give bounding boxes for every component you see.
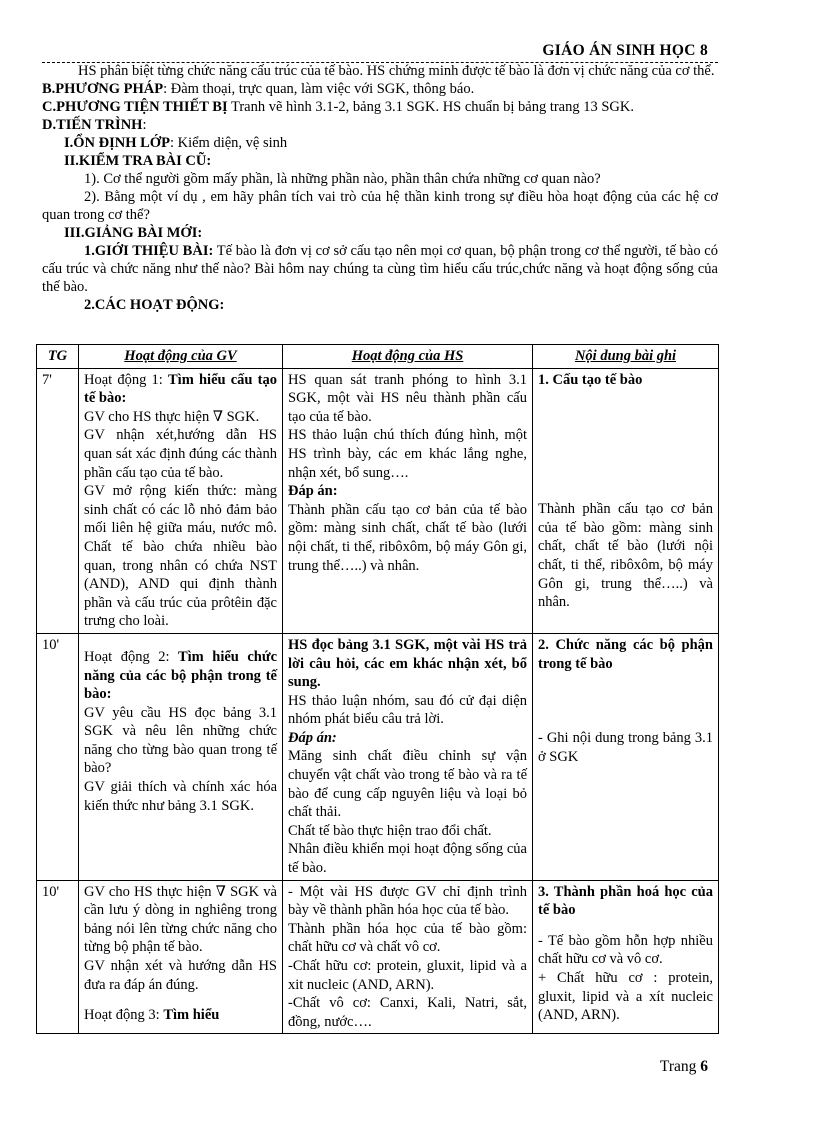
process-text: :	[142, 117, 147, 133]
row1-hs-b: HS thảo luận chú thích đúng hình, một HS trình bày, các em khác lắng nghe, nhận xét, bổ sung….	[288, 427, 527, 481]
process-label: D.TIẾN TRÌNH	[42, 117, 143, 133]
row1-nd-title: 1. Cấu tạo tế bào	[538, 371, 643, 388]
row2-hs-b: HS thảo luận nhóm, sau đó cử đại diện nhóm phát biểu câu trả lời.	[288, 692, 527, 728]
spacer	[538, 673, 713, 729]
table-row	[37, 368, 719, 633]
activity-label: Hoạt động 1:	[84, 371, 169, 388]
row3-nd-b: - Tế bào gồm hỗn hợp nhiều chất hữu cơ và vô cơ.	[538, 932, 713, 968]
row1-gv-b: GV cho HS thực hiện ∇ SGK.	[84, 408, 260, 425]
header-hs: Hoạt động của HS	[283, 345, 533, 369]
row3-gv-a: GV cho HS thực hiện ∇ SGK và cần lưu ý dòng in nghiêng trong bảng nói lên từng chức năng cho từng bộ phận tế bào.	[84, 883, 277, 956]
row2-hs	[283, 633, 533, 880]
spacer	[84, 994, 277, 1006]
row1-nd	[533, 368, 719, 633]
table-header-row	[37, 345, 719, 369]
table-row	[37, 880, 719, 1034]
page-label: Trang	[659, 1058, 701, 1075]
stabilize-text: : Kiểm diện, vệ sinh	[169, 135, 288, 151]
spacer	[84, 636, 277, 648]
table-row	[37, 633, 719, 880]
activity-title: Tìm hiểu chức năng của các bộ phận trong tế bào:	[84, 648, 277, 703]
row1-hs-answer-label: Đáp án:	[288, 483, 338, 500]
row2-hs-f: Nhân điều khiển mọi hoạt động sống của tế bào.	[288, 841, 527, 877]
header-nd: Nội dung bài ghi	[533, 345, 719, 369]
row3-hs	[283, 880, 533, 1034]
method-text: : Đàm thoại, trực quan, làm việc với SGK, thông báo.	[163, 81, 475, 97]
page-footer	[660, 1058, 708, 1076]
means-label: C.PHƯƠNG TIỆN THIẾT BỊ	[42, 99, 228, 115]
stabilize-line	[42, 134, 718, 152]
row2-gv-activity	[84, 648, 277, 704]
activity-label: Hoạt động 3:	[84, 1007, 164, 1024]
row1-time: 7'	[37, 368, 79, 633]
process-line	[42, 116, 718, 134]
row1-hs-d: Thành phần cấu tạo cơ bản của tế bào gồm: màng sinh chất, chất tế bào (lưới nội chất, ti thể, ribôxôm, bộ máy Gôn gi, trung thể…..) và nhân.	[288, 501, 527, 574]
row2-hs-a: HS đọc bảng 3.1 SGK, một vài HS trả lời câu hỏi, các em khác nhận xét, bổ sung.	[288, 636, 527, 691]
header-title: GIÁO ÁN SINH HỌC 8	[542, 42, 708, 59]
row2-time: 10'	[37, 633, 79, 880]
objective-text: HS phân biệt từng chức năng cấu trúc của tế bào. HS chứng minh được tế bào là đơn vị chức năng của cơ thể.	[78, 63, 715, 79]
intro-text: Tế bào là đơn vị cơ sở cấu tạo nên mọi cơ quan, bộ phận trong cơ thể người, tế bào có cấu trúc và chức năng như thế nào? Bài hôm nay chúng ta cùng tìm hiểu cấu trúc,chức năng và hoạt động sống của thế bào.	[42, 243, 718, 295]
row3-nd-title: 3. Thành phần hoá học của tế bào	[538, 883, 713, 919]
row3-hs-b: Thành phần hóa học của tế bào gồm: chất hữu cơ và chất vô cơ.	[288, 920, 527, 956]
method-line	[42, 80, 718, 98]
page-number: 6	[700, 1058, 708, 1075]
row1-nd-b: Thành phần cấu tạo cơ bản của tế bào gồm: màng sinh chất, chất tế bào (lưới nội chất, ti thể, ribôxôm, bộ máy Gôn gi, trung thể…..) và nhân.	[538, 501, 713, 611]
row3-hs-c: -Chất hữu cơ: protein, gluxit, lipid và a xit nucleic (AND, ARN).	[288, 958, 527, 993]
new-lesson-label: III.GIẢNG BÀI MỚI:	[64, 225, 203, 241]
row2-gv-b: GV yêu cầu HS đọc bảng 3.1 SGK và nêu lên những chức năng cho từng bào quan trong tế bào?	[84, 704, 277, 777]
row2-hs-d: Măng sinh chất điều chỉnh sự vận chuyển vật chất vào trong tế bào và ra tế bào để cung cấp nguyên liệu và loại bỏ chất thải.	[288, 748, 527, 821]
row1-hs	[283, 368, 533, 633]
row2-hs-answer-label: Đáp án:	[288, 729, 337, 746]
means-line	[42, 98, 718, 116]
row1-gv-c: GV nhận xét,hướng dẫn HS quan sát xác định đúng các thành phần cấu tạo của tế bào.	[84, 427, 277, 481]
row3-nd-c: + Chất hữu cơ : protein, gluxit, lipid và a xít nucleic (AND, ARN).	[538, 970, 713, 1024]
row3-hs-a: - Một vài HS được GV chỉ định trình bày về thành phần hóa học của tế bào.	[288, 883, 527, 919]
row2-hs-e: Chất tế bào thực hiện trao đổi chất.	[288, 822, 492, 839]
spacer	[538, 920, 713, 932]
header-gv: Hoạt động của GV	[79, 345, 283, 369]
row2-nd	[533, 633, 719, 880]
lesson-intro-para	[42, 242, 718, 296]
activity-colon: :	[121, 390, 127, 407]
row3-nd	[533, 880, 719, 1034]
row1-gv-d: GV mở rộng kiến thức: màng sinh chất có các lỗ nhỏ đảm bảo mối liên hệ giữa máu, nước mô. Chất tế bào chứa nhiều bào quan, trong nhân có chứa NST (AND), AND qui định thành phần và cấu trúc của prôtêin đặc trưng cho loài.	[84, 483, 277, 630]
activities-label: 2.CÁC HOẠT ĐỘNG:	[84, 297, 225, 313]
activity-title: Tìm hiểu cấu tạo tế bào	[84, 371, 278, 407]
row3-gv-activity	[84, 1006, 277, 1025]
row1-gv-activity	[84, 371, 277, 408]
review-question-2: 2). Bằng một ví dụ , em hãy phân tích vai trò của hệ thần kinh trong sự điều hòa hoạt động của các hệ cơ quan trong cơ thể?	[42, 189, 718, 223]
stabilize-label: I.ỔN ĐỊNH LỚP	[64, 135, 170, 151]
header-tg: TG	[37, 345, 79, 369]
activity-title: Tìm hiểu	[163, 1007, 220, 1024]
row2-gv	[79, 633, 283, 880]
row2-gv-c: GV giải thích và chính xác hóa kiến thức như bảng 3.1 SGK.	[84, 779, 277, 814]
means-text: Tranh vẽ hình 3.1-2, bảng 3.1 SGK. HS chuẩn bị bảng trang 13 SGK.	[227, 99, 634, 115]
lesson-intro	[42, 62, 718, 314]
row3-time: 10'	[37, 880, 79, 1034]
row3-gv-b: GV nhận xét và hướng dẫn HS đưa ra đáp án đúng.	[84, 958, 277, 993]
spacer	[538, 389, 713, 500]
activities-table	[36, 344, 719, 1034]
intro-label: 1.GIỚI THIỆU BÀI:	[84, 243, 214, 259]
row1-gv	[79, 368, 283, 633]
row3-hs-d: -Chất vô cơ: Canxi, Kali, Natri, sắt, đồng, nước….	[288, 995, 527, 1030]
activity-label: Hoạt động 2:	[84, 648, 178, 665]
page-header	[42, 40, 718, 63]
row3-gv	[79, 880, 283, 1034]
review-label: II.KIỂM TRA BÀI CŨ:	[64, 153, 212, 169]
method-label: B.PHƯƠNG PHÁP	[42, 81, 164, 97]
row1-hs-a: HS quan sát tranh phóng to hình 3.1 SGK, một vài HS nêu thành phần cấu tạo của tế bào.	[288, 371, 527, 425]
row2-nd-b: - Ghi nội dung trong bảng 3.1 ở SGK	[538, 730, 713, 765]
row2-nd-title: 2. Chức năng các bộ phận trong tế bào	[538, 636, 713, 672]
review-question-1: 1). Cơ thể người gồm mấy phần, là những phần nào, phần thân chứa những cơ quan nào?	[84, 171, 601, 187]
